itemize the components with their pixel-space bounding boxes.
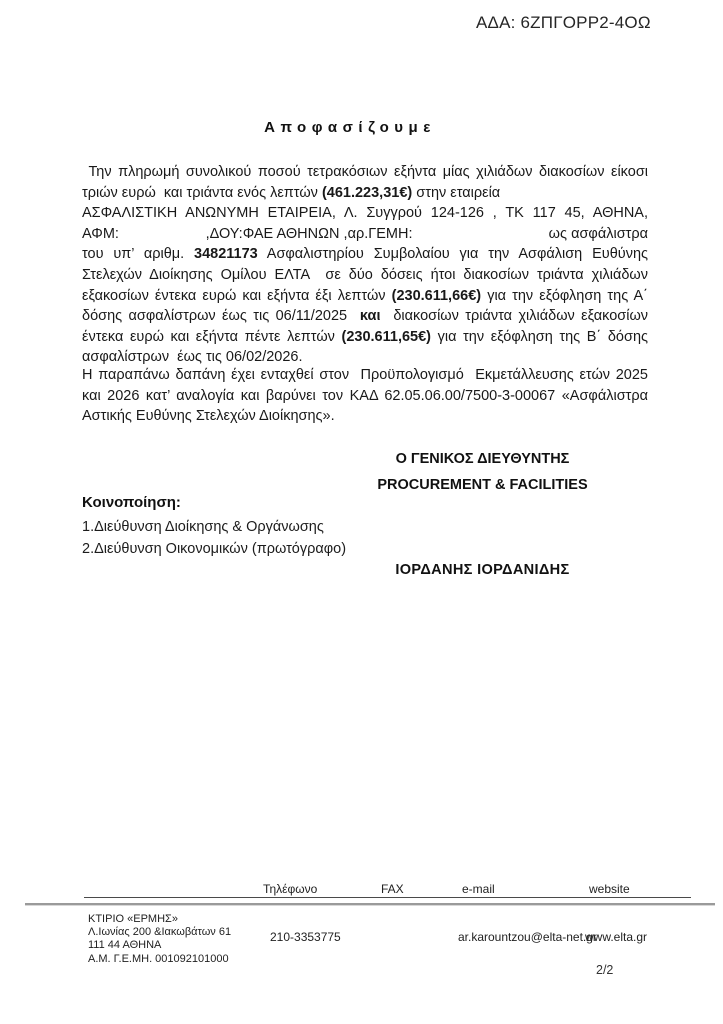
address-line: Α.Μ. Γ.Ε.ΜΗ. 001092101000 (88, 952, 229, 965)
company-address-block (88, 913, 231, 966)
footer-phone-value: 210-3353775 (270, 930, 341, 944)
signatory-role-line2: PROCUREMENT & FACILITIES (377, 477, 588, 493)
footer-email-value: ar.karountzou@elta-net.gr (458, 930, 597, 944)
decision-title: Αποφασίζουμε (264, 119, 436, 136)
address-line: 111 44 ΑΘΗΝΑ (88, 939, 162, 952)
footer-rule-thick (25, 903, 715, 906)
signatory-name: ΙΟΡΔΑΝΗΣ ΙΟΡΔΑΝΙΔΗΣ (395, 562, 570, 578)
distribution-item: 2.Διεύθυνση Οικονομικών (πρωτόγραφο) (82, 541, 347, 557)
distribution-heading: Κοινοποίηση: (82, 494, 181, 511)
footer-rule-thin (84, 897, 691, 898)
budget-paragraph: Η παραπάνω δαπάνη έχει ενταχθεί στον Προϋπολογισμό Εκμετάλλευσης ετών 2025 και 2026 κατ’ αναλογία και βαρύνει τον ΚΑΔ 62.05.06.00/7500-3-00067 «Ασφάλιστρα Αστικής Ευθύνης Στελεχών Διοίκησης». (82, 367, 648, 425)
signatory-role-block (340, 446, 625, 498)
address-line: Λ.Ιωνίας 200 &Ιακωβάτων 61 (88, 926, 232, 939)
footer-label-website: website (589, 882, 630, 896)
address-line: ΚΤΙΡΙΟ «ΕΡΜΗΣ» (88, 913, 178, 925)
footer-label-fax: FAX (381, 882, 404, 896)
footer-website-value: www.elta.gr (585, 930, 648, 944)
distribution-item: 1.Διεύθυνση Διοίκησης & Οργάνωσης (82, 519, 324, 535)
payment-decision-paragraph: Την πληρωμή συνολικού ποσού τετρακόσιων εξήντα μίας χιλιάδων διακοσίων είκοσι τριών ευρώ και τριάντα ενός λεπτών (461.223,31€) στην εταιρεία ΑΣΦΑΛΙΣΤΙΚΗ ΑΝΩΝΥΜΗ ΕΤΑΙΡΕΙΑ, Λ. Συγγρού 124-126 , ΤΚ 117 45, ΑΘΗΝΑ, ΑΦΜ: ,ΔΟΥ:ΦΑΕ ΑΘΗΝΩΝ ,αρ.ΓΕΜΗ: ως ασφάλιστρα του υπ’ αριθμ. 34821173 Ασφαλιστηρίου Συμβολαίου για την Ασφάλιση Ευθύνης Στελεχών Διοίκησης Ομίλου ΕΛΤΑ σε δύο δόσεις ήτοι διακοσίων τριάντα χιλιάδων εξακοσίων έντεκα ευρώ και εξήντα έξι λεπτών (230.611,66€) για την εξόφληση της Α΄ δόσης ασφαλίστρων έως τις 06/11/2025 και διακοσίων τριάντα χιλιάδων εξακοσίων έντεκα ευρώ και εξήντα πέντε λεπτών (230.611,65€) για την εξόφληση της Β΄ δόσης ασφαλίστρων έως τις 06/02/2026. (82, 164, 649, 366)
ada-code: ΑΔΑ: 6ΖΠΓΟΡΡ2-4ΟΩ (476, 13, 651, 32)
signatory-role-line1: Ο ΓΕΝΙΚΟΣ ΔΙΕΥΘΥΝΤΗΣ (395, 451, 570, 467)
page-number: 2/2 (596, 963, 614, 977)
footer-label-phone: Τηλέφωνο (263, 882, 318, 896)
footer-label-email: e-mail (462, 882, 495, 896)
